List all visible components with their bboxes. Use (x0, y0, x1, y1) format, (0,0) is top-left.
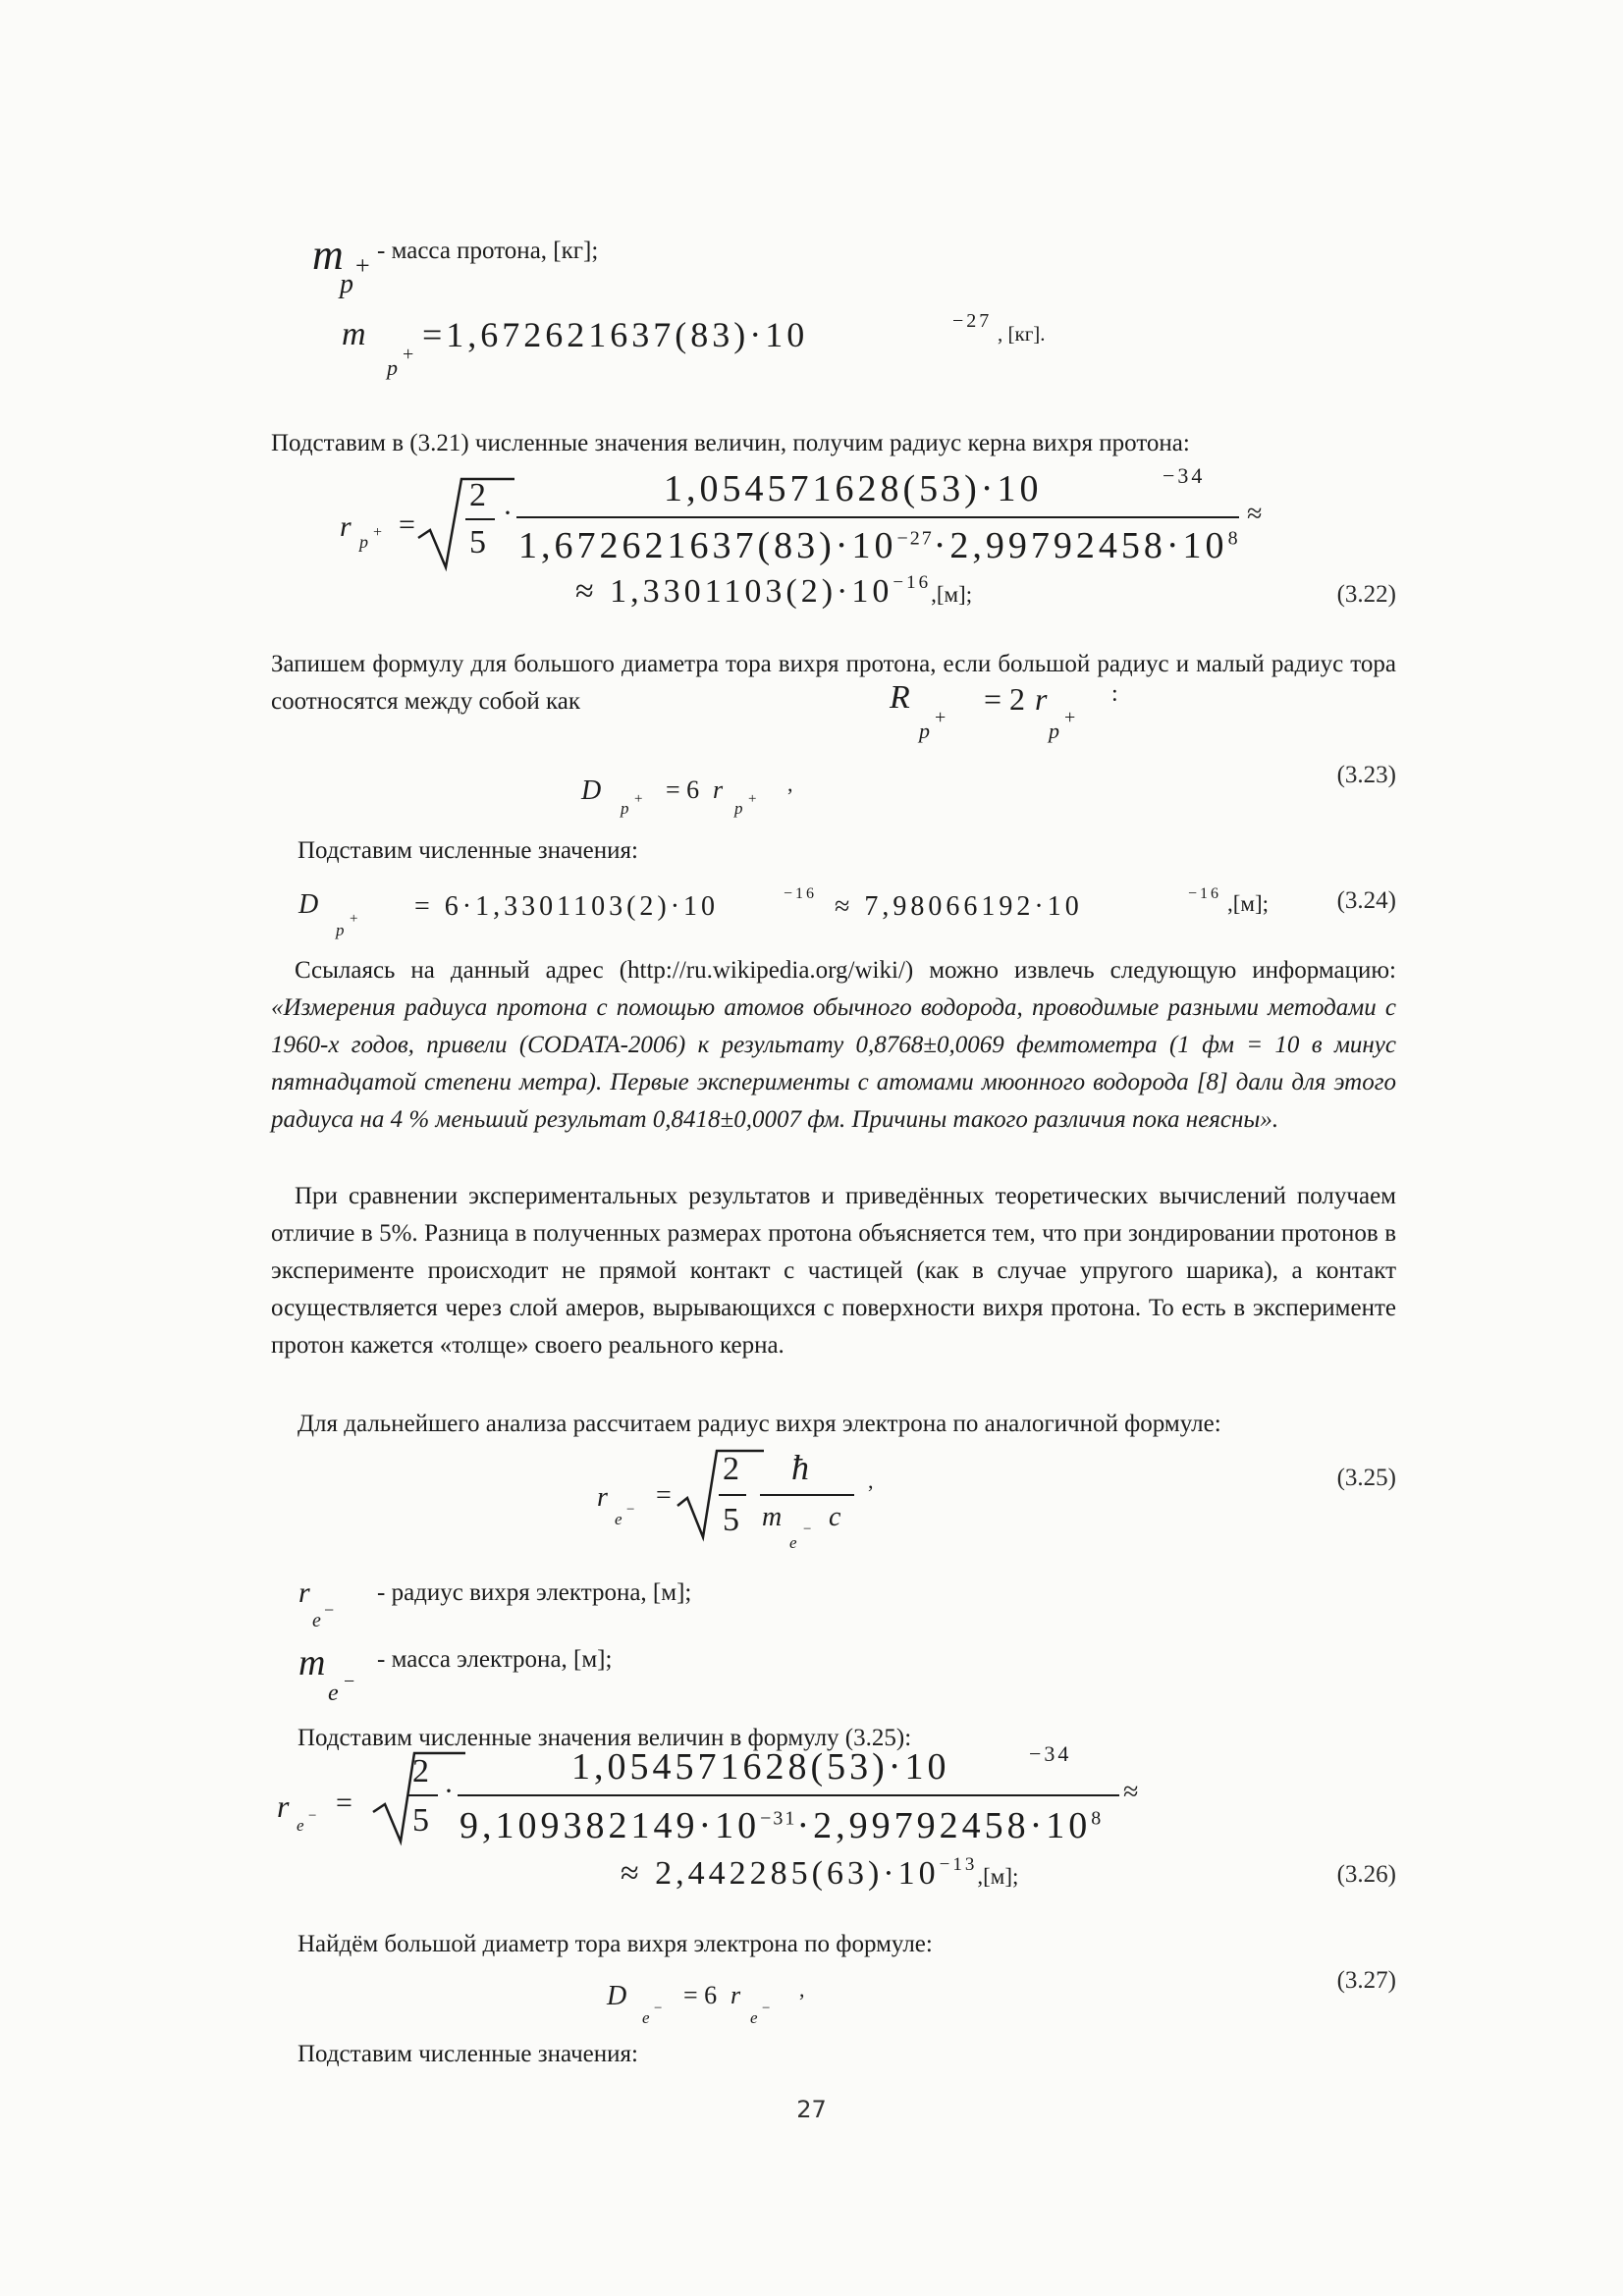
wiki-quote: «Измерения радиуса протона с помощью атомов обычного водорода, проводимые разными методами с 1960-х годов, привели (CODATA-2006) к результату 0,8768±0,0069 фемтометра (1 фм = 10 в минус пятнадцатой степени метра). Первые эксперименты с атомами мюонного водорода [8] дали для этого радиуса на 4 % меньший результат 0,8418±0,0007 фм. Причины такого различия пока неясны». (271, 994, 1396, 1133)
paragraph-torus-diameter (271, 646, 1396, 743)
paragraph-substitute-values: Подставим численные значения: (298, 837, 638, 864)
mp-unit: , [кг]. (998, 322, 1046, 346)
symbol-mp: m p + (312, 231, 370, 299)
fraction-two-fifths-325: 2 (723, 1451, 739, 1487)
eq322-den-mass: 1,672621637(83)·10 (518, 525, 897, 566)
fraction-denominator-five-325: 5 (723, 1502, 739, 1538)
eq326-den-exp: −31 (760, 1807, 797, 1830)
approx-sign: ≈ (1247, 499, 1263, 529)
equation-3-23: D p + = 6 r p + , (581, 772, 793, 818)
fraction-denominator-five: 5 (469, 524, 486, 561)
equation-number-3-23: (3.23) (1336, 762, 1396, 788)
equation-number-3-22: (3.22) (1336, 581, 1396, 608)
denominator-me-c: m e − c (762, 1502, 841, 1552)
fraction-denominator-five-326: 5 (412, 1802, 429, 1839)
hbar-symbol: ħ (791, 1448, 809, 1487)
wiki-lead: Ссылаясь на данный адрес (http://ru.wikipedia.org/wiki/) можно извлечь следующую информацию: (295, 957, 1396, 984)
eq326-fraction-bar (458, 1794, 1119, 1796)
fraction-bar-hbar (760, 1494, 854, 1496)
comparison-text: При сравнении экспериментальных результатов и приведённых теоретических вычислений получаем отличие в 5%. Разница в полученных размерах протона объясняется тем, что при зондировании протонов в эксперименте происходит не прямой контакт с частицей (как в случае упругого шарика), а контакт осуществляется через слой амеров, вырывающихся с поверхности вихря протона. То есть в эксперименте протон кажется «толще» своего реального керна. (271, 1183, 1396, 1359)
paragraph-electron-analysis: Для дальнейшего анализа рассчитаем радиус вихря электрона по аналогичной формуле: (298, 1411, 1221, 1437)
equation-number-3-25: (3.25) (1336, 1465, 1396, 1491)
eq324-exp1: −16 (784, 885, 818, 902)
paragraph-substitute-proton: Подставим в (3.21) численные значения величин, получим радиус керна вихря протона: (271, 430, 1190, 456)
eq322-fraction-bar (516, 516, 1239, 518)
eq326-denominator (460, 1804, 1105, 1847)
multiplication-dot: · (503, 497, 513, 529)
fraction-bar-325 (719, 1494, 746, 1496)
sqrt-symbol-3-22 (416, 477, 514, 575)
eq326-den-mass: 9,109382149·10 (460, 1805, 761, 1846)
eq324-approx: ≈ 7,98066192·10 (835, 891, 1083, 922)
sqrt-symbol-3-25 (676, 1449, 764, 1543)
fraction-two-fifths-326: 2 (412, 1753, 429, 1789)
paragraph-substitute-final: Подставим численные значения: (298, 2041, 638, 2067)
symbol-re: r e − (298, 1576, 335, 1631)
equation-3-26-lhs: r e − = (277, 1787, 352, 1835)
approx-sign-326: ≈ (1123, 1777, 1139, 1807)
eq324-exp2: −16 (1188, 885, 1222, 902)
equation-3-24: D p + = 6·1,3301103(2)·10 −16 ≈ 7,98066192·10 −16 ,[м]; (298, 885, 1270, 939)
paragraph-torus-text: Запишем формулу для большого диаметра тора вихря протона, если большой радиус и малый радиус тора соотносятся между собой как (271, 651, 1396, 715)
eq326-result-exp: −13 (939, 1854, 978, 1875)
equation-number-3-26: (3.26) (1336, 1861, 1396, 1888)
eq326-unit: ,[м]; (977, 1864, 1019, 1889)
eq322-denominator (518, 524, 1242, 567)
paragraph-wikipedia-quote (271, 952, 1396, 1139)
mp-value-equation: m p + =1,672621637(83)·10 −27 , [кг]. (342, 310, 1046, 380)
eq326-numerator-exp: −34 (1029, 1741, 1072, 1766)
paragraph-electron-diameter: Найдём большой диаметр тора вихря электрона по формуле: (298, 1931, 933, 1957)
mp-description: - масса протона, [кг]; (377, 238, 599, 264)
eq322-unit: ,[м]; (931, 582, 973, 607)
eq322-den2-exp: 8 (1227, 527, 1242, 550)
fraction-two-fifths: 2 (469, 477, 486, 513)
equation-3-22-lhs: r p + = (340, 508, 415, 552)
page-number: 27 (796, 2096, 827, 2123)
eq322-result-value: ≈ 1,3301103(2)·10 (575, 573, 893, 610)
eq324-body: = 6·1,3301103(2)·10 (414, 891, 720, 922)
eq322-numerator-exp: −34 (1163, 463, 1206, 488)
multiplication-dot-326: · (444, 1775, 454, 1807)
eq326-result (621, 1855, 1018, 1893)
equation-3-27: D e − = 6 r e − , (607, 1977, 805, 2027)
paragraph-substitute-electron: Подставим численные значения величин в формулу (3.25): (298, 1725, 912, 1751)
eq322-numerator: 1,054571628(53)·10 (664, 468, 1043, 509)
eq324-unit: ,[м]; (1227, 891, 1270, 916)
re-description: - радиус вихря электрона, [м]; (377, 1579, 692, 1606)
eq326-den2-exp: 8 (1091, 1807, 1106, 1830)
inline-relation-R-2r: R p + = 2 r p + : (890, 679, 1118, 743)
mp-value: =1,672621637(83)·10 (422, 315, 809, 354)
fraction-bar (465, 518, 495, 520)
fraction-bar-326 (408, 1794, 438, 1796)
eq322-result (575, 573, 972, 611)
equation-3-25: r e − = (597, 1480, 672, 1528)
me-description: - масса электрона, [м]; (377, 1646, 613, 1673)
eq326-den-speed: ·2,99792458·10 (796, 1805, 1092, 1846)
symbol-me: m e − (298, 1642, 355, 1706)
eq322-den-exp: −27 (896, 527, 934, 550)
equation-number-3-24: (3.24) (1336, 887, 1396, 914)
mp-exp: −27 (952, 310, 993, 332)
paragraph-comparison (271, 1178, 1396, 1364)
eq322-result-exp: −16 (893, 572, 932, 593)
equation-number-3-27: (3.27) (1336, 1967, 1396, 1994)
comma-325: , (868, 1468, 874, 1493)
eq326-result-value: ≈ 2,442285(63)·10 (621, 1855, 940, 1892)
eq326-numerator: 1,054571628(53)·10 (571, 1746, 950, 1788)
eq322-den-speed: ·2,99792458·10 (933, 525, 1228, 566)
